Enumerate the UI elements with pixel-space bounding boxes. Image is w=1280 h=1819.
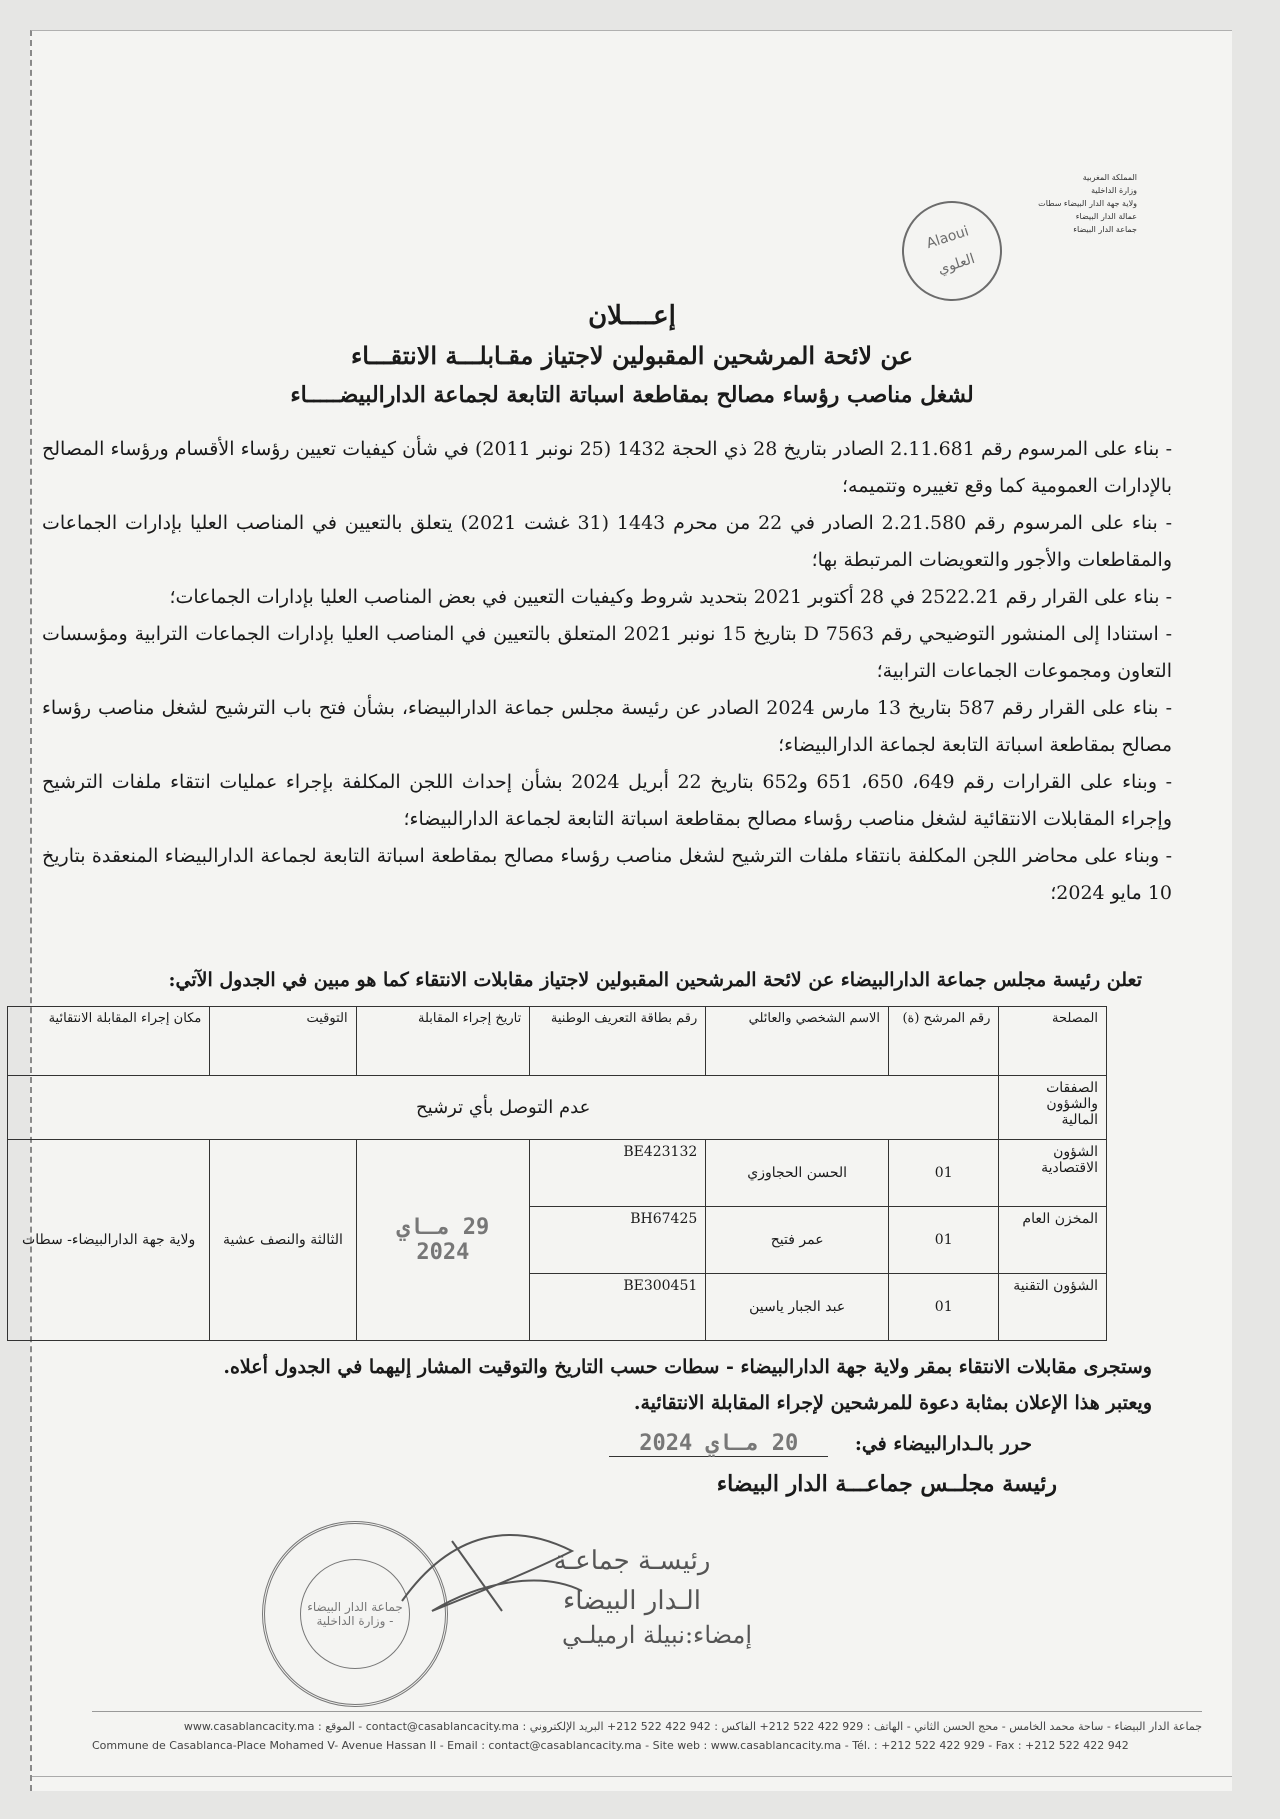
candidate-cin: BE300451 [530, 1274, 706, 1341]
stamp-text: Alaoui [924, 223, 971, 252]
bottom-divider [32, 1776, 1232, 1777]
signature-line: الـدار البيضاء [563, 1586, 701, 1616]
col-header: التوقيت [210, 1007, 356, 1076]
initials-stamp [889, 188, 1015, 314]
closing-line: وستجرى مقابلات الانتقاء بمقر ولاية جهة الدارالبيضاء - سطات حسب التاريخ والتوقيت المشار إليهما في الجدول أعلاه. [223, 1356, 1152, 1378]
seal-text: جماعة الدار البيضاء - وزارة الداخلية [300, 1559, 410, 1669]
signing-date: 20 مـاي 2024 [609, 1431, 828, 1457]
table-row [8, 1140, 1107, 1207]
place-date [332, 1431, 1032, 1457]
place-label: حرر بالـدارالبيضاء في: [854, 1433, 1032, 1455]
signature-stamp [482, 1541, 782, 1621]
candidate-name: الحسن الحجاوزي [706, 1140, 889, 1207]
announcement-title [32, 301, 1232, 408]
candidate-number: 01 [889, 1207, 999, 1274]
legal-basis [42, 431, 1172, 912]
service-cell: المخزن العام [999, 1207, 1107, 1274]
signature-name: إمضاء:نبيلة ارميلـي [562, 1621, 752, 1649]
closing-notes [52, 1349, 1152, 1421]
col-header: رقم المرشح (ة) [889, 1007, 999, 1076]
candidates-table [7, 1006, 1107, 1341]
col-header: المصلحة [999, 1007, 1107, 1076]
candidate-name: عمر فتيح [706, 1207, 889, 1274]
letterhead-line: وزارة الداخلية [1091, 186, 1137, 195]
service-cell: الصفقات والشؤون المالية [999, 1076, 1107, 1140]
signature-line: رئيسـة جماعـة [553, 1546, 711, 1576]
table-header-row [8, 1007, 1107, 1076]
document-page [22, 30, 1232, 1791]
letterhead-line: المملكة المغربية [1082, 173, 1137, 182]
letterhead-line: عمالة الدار البيضاء [1075, 212, 1137, 221]
letterhead-line: ولاية جهة الدار البيضاء سطات [1038, 199, 1137, 208]
title-line: عن لائحة المرشحين المقبولين لاجتياز مقـابلـــة الانتقـــاء [350, 341, 914, 370]
clause: - بناء على المرسوم رقم 2.11.681 الصادر بتاريخ 28 ذي الحجة 1432 (25 نونبر 2011) في شأن كيفيات تعيين رؤساء الأقسام ورؤساء المصالح بالإدارات العمومية كما وقع تغييره وتتميمه؛ [42, 438, 1173, 497]
clause: - بناء على القرار رقم 587 بتاريخ 13 مارس 2024 الصادر عن رئيسة مجلس جماعة الدارالبيضاء، بشأن فتح باب الترشيح لشغل مناصب رؤساء مصالح بمقاطعة اسباتة التابعة لجماعة الدارالبيضاء؛ [42, 697, 1172, 756]
candidate-number: 01 [889, 1274, 999, 1341]
candidate-name: عبد الجبار ياسين [706, 1274, 889, 1341]
closing-line: ويعتبر هذا الإعلان بمثابة دعوة للمرشحين لإجراء المقابلة الانتقائية. [633, 1392, 1152, 1414]
candidate-number: 01 [889, 1140, 999, 1207]
col-header: الاسم الشخصي والعائلي [706, 1007, 889, 1076]
interview-place: ولاية جهة الدارالبيضاء- سطات [8, 1140, 210, 1341]
letterhead [1017, 171, 1137, 236]
stamp-text: العلوي [935, 250, 977, 278]
service-cell: الشؤون التقنية [999, 1274, 1107, 1341]
service-cell: الشؤون الاقتصادية [999, 1140, 1107, 1207]
signer-title: رئيسة مجلــس جماعـــة الدار البيضاء [716, 1471, 1057, 1497]
table-row [8, 1076, 1107, 1140]
interview-date: 29 مـاي 2024 [356, 1140, 530, 1341]
table-intro: تعلن رئيسة مجلس جماعة الدارالبيضاء عن لائحة المرشحين المقبولين لاجتياز مقابلات الانتقاء كما هو مبين في الجدول الآتي: [168, 969, 1142, 991]
clause: - بناء على المرسوم رقم 2.21.580 الصادر في 22 من محرم 1443 (31 غشت 2021) يتعلق بالتعيين في المناصب العليا بإدارات الجماعات والمقاطعات والأجور والتعويضات المرتبطة بها؛ [42, 512, 1172, 571]
clause: - وبناء على محاضر اللجن المكلفة بانتقاء ملفات الترشيح لشغل مناصب رؤساء مصالح بمقاطعة اسباتة التابعة لجماعة الدارالبيضاء المنعقدة بتاريخ 10 مايو 2024؛ [42, 845, 1173, 904]
col-header: مكان إجراء المقابلة الانتقائية [8, 1007, 210, 1076]
no-candidate-note: عدم التوصل بأي ترشيح [8, 1076, 999, 1140]
clause: - استنادا إلى المنشور التوضيحي رقم D 7563 بتاريخ 15 نونبر 2021 المتعلق بالتعيين في المناصب العليا بإدارات الجماعات الترابية ومؤسسات التعاون ومجموعات الجماعات الترابية؛ [42, 623, 1172, 682]
letterhead-line: جماعة الدار البيضاء [1073, 225, 1137, 234]
clause: - وبناء على القرارات رقم 649، 650، 651 و652 بتاريخ 22 أبريل 2024 بشأن إحداث اللجن المكلفة بإجراء عمليات انتقاء ملفات الترشيح وإجراء المقابلات الانتقائية لشغل مناصب رؤساء مصالح بمقاطعة اسباتة التابعة لجماعة الدارالبيضاء؛ [42, 771, 1173, 830]
candidate-cin: BH67425 [530, 1207, 706, 1274]
col-header: رقم بطاقة التعريف الوطنية [530, 1007, 706, 1076]
footer [92, 1711, 1202, 1752]
clause: - بناء على القرار رقم 2522.21 في 28 أكتوبر 2021 بتحديد شروط وكيفيات التعيين في بعض المناصب العليا بإدارات الجماعات؛ [169, 586, 1172, 608]
footer-french: Commune de Casablanca-Place Mohamed V- Avenue Hassan II - Email : contact@casablancacity.ma - Site web : www.casablancacity.ma - Tél. : +212 522 422 929 - Fax : +212 522 422 942 [92, 1739, 1129, 1752]
footer-arabic: جماعة الدار البيضاء - ساحة محمد الخامس - محج الحسن الثاني - الهاتف : 929 422 522 212+ الفاكس : 942 422 522 212+ البريد الإلكتروني : contact@casablancacity.ma - الموقع : www.casablancacity.ma [183, 1720, 1202, 1733]
col-header: تاريخ إجراء المقابلة [356, 1007, 530, 1076]
candidate-cin: BE423132 [530, 1140, 706, 1207]
title-line: إعــــلان [588, 301, 676, 331]
title-line: لشغل مناصب رؤساء مصالح بمقاطعة اسباتة التابعة لجماعة الدارالبيضـــــاء [290, 382, 974, 408]
interview-time: الثالثة والنصف عشية [210, 1140, 356, 1341]
